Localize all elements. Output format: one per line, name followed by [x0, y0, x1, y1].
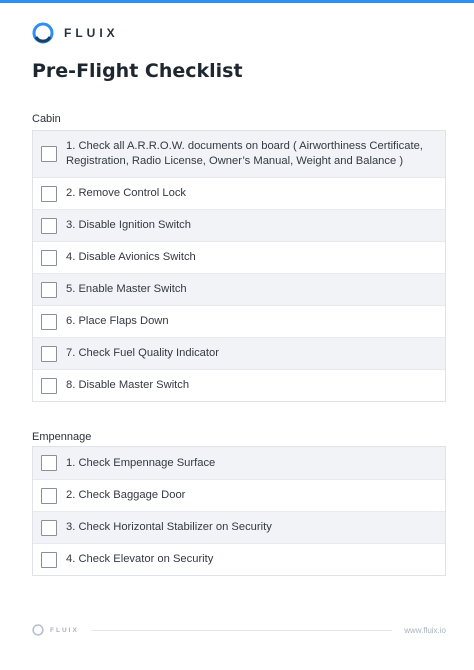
- footer-logo-icon: [32, 624, 44, 636]
- section-title-empennage: Empennage: [32, 431, 92, 443]
- checklist-item-label: 1. Check Empennage Surface: [66, 456, 216, 469]
- checklist-item-label: 3. Check Horizontal Stabilizer on Security: [66, 521, 272, 533]
- footer-logo: [32, 624, 79, 636]
- checklist-item[interactable]: [33, 273, 445, 305]
- checkbox[interactable]: [41, 314, 57, 330]
- checkbox[interactable]: [41, 455, 57, 471]
- checklist-item[interactable]: [33, 447, 445, 479]
- checkbox[interactable]: [41, 378, 57, 394]
- checklist-item[interactable]: [33, 131, 445, 177]
- page-title: Pre-Flight Checklist: [32, 60, 243, 82]
- checklist-empennage: [32, 446, 446, 576]
- checklist-item-label: 8. Disable Master Switch: [66, 379, 190, 391]
- checklist-item[interactable]: [33, 241, 445, 273]
- checklist-item-label: 6. Place Flaps Down: [66, 315, 169, 327]
- checklist-item[interactable]: [33, 209, 445, 241]
- footer-logo-text: FLUIX: [50, 626, 79, 634]
- checklist-item-label: 5. Enable Master Switch: [66, 283, 187, 295]
- checkbox[interactable]: [41, 282, 57, 298]
- checklist-item[interactable]: [33, 177, 445, 209]
- checkbox[interactable]: [41, 552, 57, 568]
- checklist-cabin: [32, 130, 446, 402]
- checklist-item[interactable]: [33, 337, 445, 369]
- checklist-item-label: 3. Disable Ignition Switch: [66, 219, 191, 231]
- fluix-logo: [32, 22, 119, 44]
- checkbox[interactable]: [41, 520, 57, 536]
- checkbox[interactable]: [41, 218, 57, 234]
- checkbox[interactable]: [41, 250, 57, 266]
- top-accent-bar: [0, 0, 474, 3]
- footer: [32, 622, 446, 638]
- section-title-cabin: Cabin: [32, 113, 61, 125]
- checkbox[interactable]: [41, 346, 57, 362]
- checklist-item[interactable]: [33, 543, 445, 575]
- checklist-item-label: 4. Disable Avionics Switch: [66, 251, 196, 263]
- checkbox[interactable]: [41, 488, 57, 504]
- checklist-item-label: 2. Remove Control Lock: [66, 187, 187, 199]
- footer-url[interactable]: www.fluix.io: [404, 625, 446, 635]
- fluix-logo-icon: [32, 22, 54, 44]
- footer-divider: [91, 630, 392, 631]
- checklist-item-label: 4. Check Elevator on Security: [66, 553, 214, 565]
- logo-text: FLUIX: [64, 26, 119, 40]
- checklist-item[interactable]: [33, 369, 445, 401]
- checklist-item-label: 2. Check Baggage Door: [66, 489, 186, 501]
- checklist-item[interactable]: [33, 479, 445, 511]
- checklist-item[interactable]: [33, 305, 445, 337]
- checkbox[interactable]: [41, 146, 57, 162]
- checklist-item-label: 7. Check Fuel Quality Indicator: [66, 347, 219, 359]
- checkbox[interactable]: [41, 186, 57, 202]
- checklist-item-label: 1. Check all A.R.R.O.W. documents on board ( Airworthiness Certificate, Registration, Radio License, Owner’s Manual, Weight and Balance ): [66, 140, 423, 167]
- checklist-item[interactable]: [33, 511, 445, 543]
